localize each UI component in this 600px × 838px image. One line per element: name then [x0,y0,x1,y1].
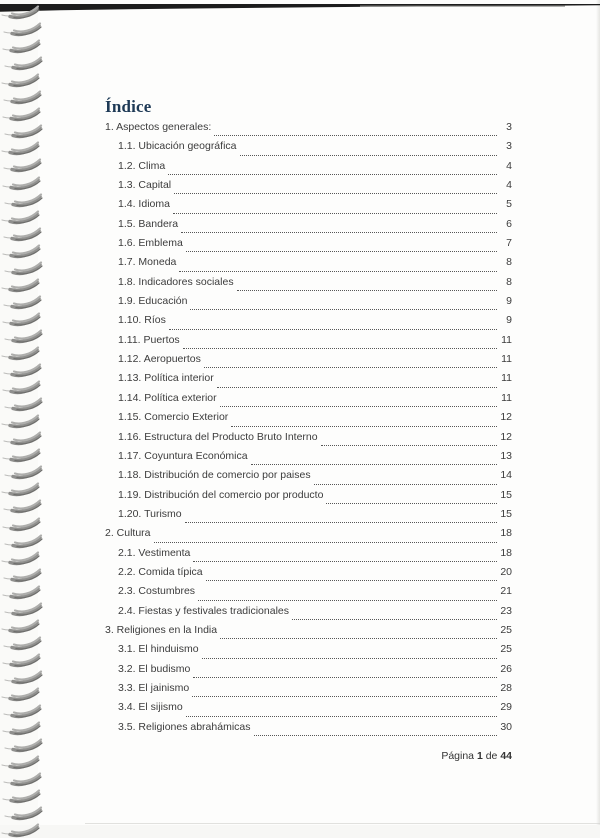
toc-entry-label: 1. Aspectos generales: [105,121,212,133]
dot-leader [173,213,497,214]
dot-leader [179,271,497,272]
toc-page-number: 9 [506,314,512,327]
dot-leader [251,464,497,465]
toc-page-number: 18 [500,527,512,540]
toc-entry-label: 1.3. Capital [118,179,172,192]
dot-leader [181,232,497,233]
dot-leader [237,290,497,291]
dot-leader [183,348,497,349]
toc-entry-label: 1.1. Ubicación geográfica [118,140,237,153]
toc-entry-label: 1.17. Coyuntura Económica [118,449,248,462]
toc-entry [105,605,512,624]
dot-leader [240,155,498,156]
toc-entry [105,547,512,566]
toc-entry [105,527,512,546]
toc-entry [105,450,512,469]
toc-entry-label: 3.4. El sijismo [118,701,183,714]
toc-page-number: 12 [500,411,512,424]
toc-entry-label: 2. Cultura [105,527,151,540]
toc-entry-label: 1.12. Aeropuertos [118,353,201,366]
toc-page-number: 28 [500,681,512,694]
toc-entry-label: 2.3. Costumbres [118,585,196,598]
footer-separator: de [485,750,498,762]
toc-page-number: 30 [500,720,512,733]
toc-entry-label: 1.14. Política exterior [118,391,217,404]
toc-entry [105,701,512,720]
toc-entry-label: 1.4. Idioma [118,198,170,211]
toc-entry [105,140,512,159]
toc-entry [105,643,512,662]
toc-entry-label: 1.19. Distribución del comercio por producto [118,488,324,501]
toc-page-number: 11 [501,353,512,366]
footer-current-page: 1 [476,750,483,762]
toc-page-number: 29 [500,701,512,714]
toc-page-number: 7 [506,237,512,250]
toc-entry-label: 1.6. Emblema [118,237,183,250]
toc-entry [105,392,512,411]
toc-page-number: 18 [500,546,512,559]
scan-bottom-edge [85,823,600,824]
toc-page-number: 5 [506,198,512,211]
toc-entry [105,179,512,198]
toc-page-number: 6 [506,217,512,230]
toc-page-number: 12 [500,430,512,443]
dot-leader [206,580,497,581]
toc-entry-label: 1.15. Comercio Exterior [118,411,229,424]
toc-page-number: 25 [500,643,512,656]
toc-entry-label: 3. Religiones en la India [105,623,218,636]
toc-page-number: 21 [500,585,512,598]
toc-entry [105,721,512,740]
toc-entry [105,566,512,585]
dot-leader [198,600,497,601]
toc-page-number: 11 [501,333,512,346]
toc-entry-label: 2.2. Comida típica [118,565,203,578]
dot-leader [326,503,497,504]
page-footer [105,750,512,762]
toc-entry [105,276,512,295]
toc-page-number: 8 [506,275,512,288]
dot-leader [314,484,497,485]
toc-entry-label: 1.20. Turismo [118,507,182,520]
toc-entry-label: 1.8. Indicadores sociales [118,275,234,288]
toc-page-number: 4 [506,159,512,172]
dot-leader [202,658,497,659]
toc-entry [105,198,512,217]
toc-entry [105,314,512,333]
toc-entry [105,508,512,527]
toc-page-number: 26 [500,662,512,675]
toc-entry-label: 1.10. Ríos [118,314,166,327]
dot-leader [220,406,497,407]
toc-entry-label: 1.16. Estructura del Producto Bruto Interno [118,430,318,443]
toc-entry-label: 1.9. Educación [118,295,188,308]
dot-leader [186,716,497,717]
toc-page-number: 23 [500,604,512,617]
toc-entry-label: 3.5. Religiones abrahámicas [118,720,251,733]
toc-page-number: 3 [506,140,512,153]
dot-leader [190,309,497,310]
dot-leader [321,445,497,446]
toc-entry [105,121,512,140]
dot-leader [154,542,497,543]
dot-leader [214,135,497,136]
toc-entry [105,489,512,508]
toc-page-number: 25 [500,623,512,636]
toc-entry [105,585,512,604]
toc-entry-label: 1.18. Distribución de comercio por paises [118,469,311,482]
toc-entry [105,682,512,701]
dot-leader [217,387,497,388]
toc-entry [105,334,512,353]
toc-entry-label: 1.2. Clima [118,159,166,172]
toc-entry [105,372,512,391]
dot-leader [186,251,497,252]
toc-entry [105,624,512,643]
toc-page-number: 8 [506,256,512,269]
footer-total-pages: 44 [500,750,512,762]
toc-title: Índice [105,97,152,116]
dot-leader [193,561,497,562]
dot-leader [231,426,497,427]
toc-page-number: 11 [501,372,512,385]
dot-leader [174,193,497,194]
toc-page-number: 14 [500,469,512,482]
toc-entry-label: 3.2. El budismo [118,662,191,675]
paper-right-edge-shadow [596,0,600,825]
toc-entry-label: 2.4. Fiestas y festivales tradicionales [118,604,289,617]
dot-leader [254,735,498,736]
toc-page-number: 15 [500,507,512,520]
toc-entry [105,431,512,450]
toc-entry [105,411,512,430]
toc-entry-label: 1.7. Moneda [118,256,177,269]
toc-entry-label: 1.13. Política interior [118,372,214,385]
dot-leader [292,619,497,620]
toc-entry [105,663,512,682]
toc-entry-label: 1.11. Puertos [118,333,180,346]
dot-leader [169,329,497,330]
dot-leader [220,638,497,639]
dot-leader [192,696,497,697]
toc-page-number: 11 [501,391,512,404]
toc-entry [105,256,512,275]
toc-page-number: 3 [506,121,512,133]
toc-entry [105,353,512,372]
toc-entry-label: 2.1. Vestimenta [118,546,191,559]
dot-leader [204,367,497,368]
toc-entry [105,469,512,488]
toc-page-number: 9 [506,295,512,308]
toc-page-number: 4 [506,179,512,192]
toc-page-number: 13 [500,449,512,462]
dot-leader [193,677,497,678]
toc-entry-label: 3.1. El hinduismo [118,643,199,656]
toc-entry [105,237,512,256]
toc-page-number: 15 [500,488,512,501]
footer-prefix: Página [441,750,475,762]
toc-entry [105,218,512,237]
toc-list [105,121,512,740]
paper [38,0,600,825]
toc-entry [105,295,512,314]
toc-entry-label: 3.3. El jainismo [118,681,190,694]
toc-entry [105,160,512,179]
toc-page-number: 20 [500,565,512,578]
dot-leader [168,174,497,175]
dot-leader [185,522,497,523]
toc-entry-label: 1.5. Bandera [118,217,179,230]
